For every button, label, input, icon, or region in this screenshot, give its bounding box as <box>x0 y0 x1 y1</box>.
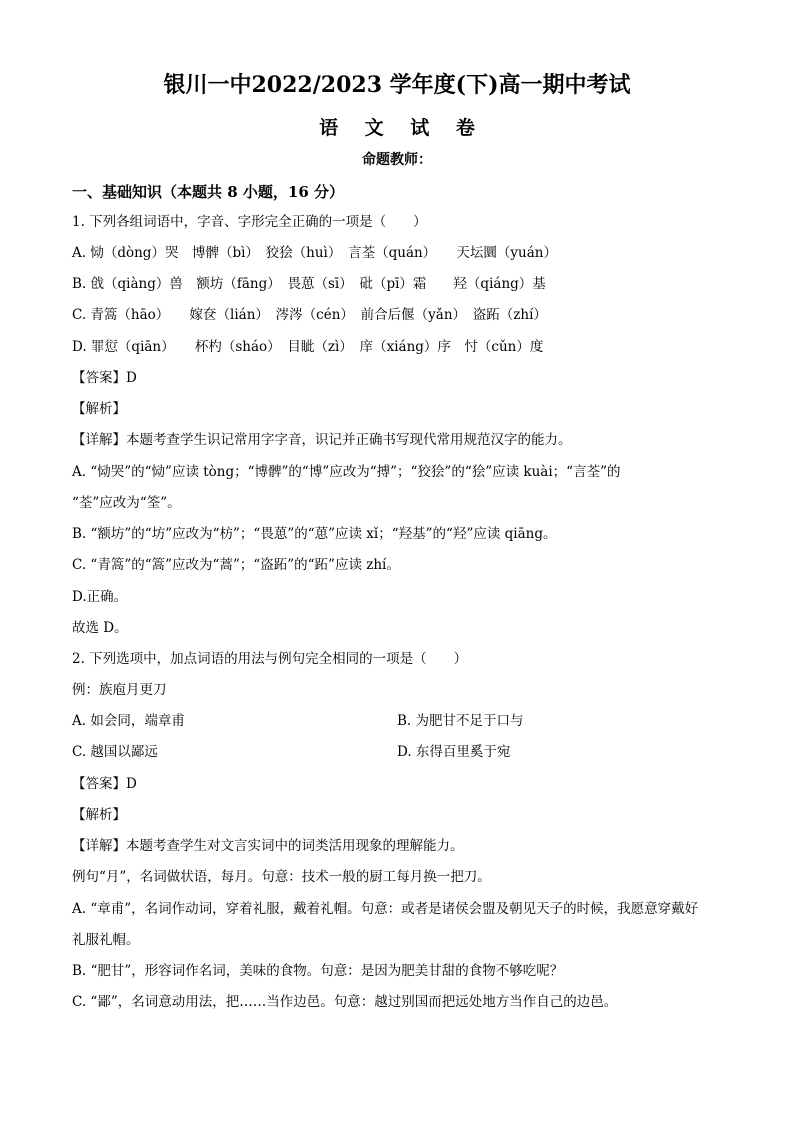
question-1-stem: 1. 下列各组词语中，字音、字形完全正确的一项是（ ） <box>72 214 427 230</box>
question-1-analysis-label: 【解析】 <box>72 401 126 417</box>
exam-title: 银川一中2022/2023 学年度(下)高一期中考试 <box>163 72 631 98</box>
question-2-option-a: A. 如会同，端章甫 <box>72 713 185 729</box>
question-2-explain-a-line2: 礼服礼帽。 <box>72 932 140 948</box>
question-2-detail: 【详解】本题考查学生对文言实词中的词类活用现象的理解能力。 <box>72 838 464 854</box>
question-1-detail: 【详解】本题考查学生识记常用字字音，识记并正确书写现代常用规范汉字的能力。 <box>72 432 572 448</box>
question-1-conclusion: 故选 D。 <box>72 620 128 636</box>
teacher-label: 命题教师： <box>362 152 432 168</box>
question-2-explain-c: C. “鄙”，名词意动用法，把……当作边邑。句意：越过别国而把远处地方当作自己的边邑。 <box>72 994 618 1010</box>
question-1-explain-b: B. “额坊”的“坊”应改为“枋”；“畏葸”的“葸”应读 xǐ；“羟基”的“羟”应读 qiāng。 <box>72 526 557 542</box>
question-2-explain-a-line1: A. “章甫”，名词作动词，穿着礼服，戴着礼帽。句意：或者是诸侯会盟及朝见天子的时候，我愿意穿戴好 <box>72 901 699 917</box>
question-2-example: 例：族庖月更刀 <box>72 682 167 698</box>
question-1-explain-c: C. “青篙”的“篙”应改为“蒿”；“盗跖”的“跖”应读 zhí。 <box>72 557 400 573</box>
question-1-option-a: A. 恸（dòng）哭 博髀（bì） 狡狯（huì） 言荃（quán） 天坛圜（yuán） <box>72 245 557 261</box>
question-2-analysis-label: 【解析】 <box>72 807 126 823</box>
question-2-option-c: C. 越国以鄙远 <box>72 744 158 760</box>
question-1-option-d: D. 罪愆（qiān） 杯杓（sháo） 目眦（zì） 庠（xiáng）序 忖（cǔn）度 <box>72 339 544 355</box>
question-1-option-b: B. 戗（qiàng）兽 额坊（fāng） 畏葸（sī） 砒（pī）霜 羟（qiáng）基 <box>72 276 546 292</box>
question-1-option-c: C. 青篙（hāo） 嫁奁（lián） 涔涔（cén） 前合后偃（yǎn） 盗跖（zhí） <box>72 307 547 323</box>
exam-subtitle: 语 文 试 卷 <box>319 117 485 139</box>
question-2-answer: 【答案】D <box>72 776 137 792</box>
question-2-stem: 2. 下列选项中，加点词语的用法与例句完全相同的一项是（ ） <box>72 651 468 667</box>
section-heading: 一、基础知识（本题共 8 小题，16 分） <box>72 183 344 201</box>
question-1-explain-a-line2: “荃”应改为“筌”。 <box>72 495 181 511</box>
question-2-explain-example: 例句“月”，名词做状语，每月。句意：技术一般的厨工每月换一把刀。 <box>72 869 491 885</box>
question-1-explain-d: D.正确。 <box>72 589 128 605</box>
question-1-explain-a-line1: A. “恸哭”的“恸”应读 tòng；“博髀”的“博”应改为“搏”；“狡狯”的“狯”应读 kuài；“言荃”的 <box>72 464 621 480</box>
question-2-option-b: B. 为肥甘不足于口与 <box>397 713 524 729</box>
question-2-option-d: D. 东得百里奚于宛 <box>397 744 511 760</box>
question-1-answer: 【答案】D <box>72 370 137 386</box>
question-2-explain-b: B. “肥甘”，形容词作名词，美味的食物。句意：是因为肥美甘甜的食物不够吃呢？ <box>72 963 564 979</box>
